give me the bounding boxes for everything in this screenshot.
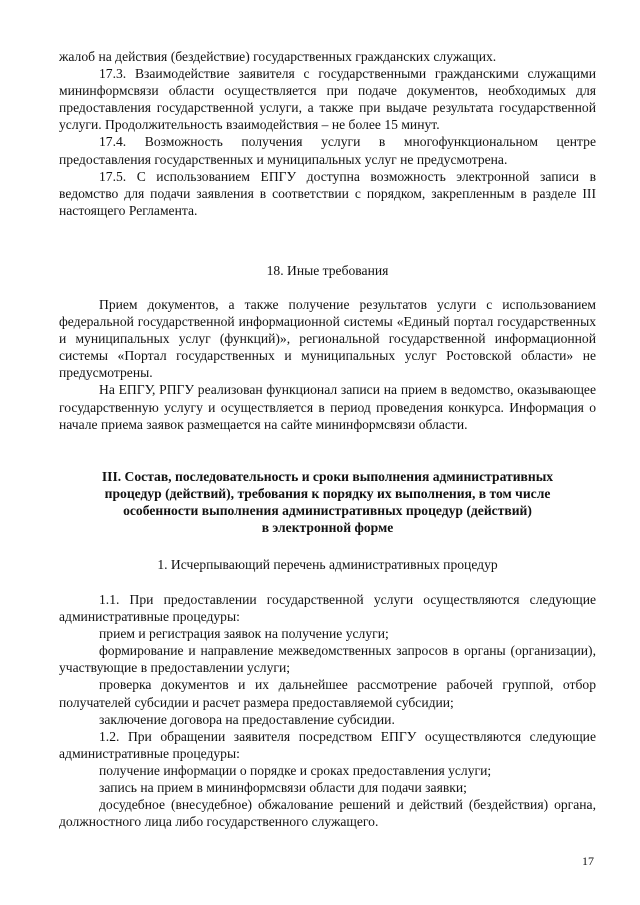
list-item: формирование и направление межведомственных запросов в органы (организации), участвующие в предоставлении услуги; [59,643,596,676]
list-item: проверка документов и их дальнейшее рассмотрение рабочей группой, отбор получателей субсидии и расчет размера предоставляемой субсидии; [59,677,596,710]
list-item: прием и регистрация заявок на получение услуги; [99,626,389,642]
section-title-line: III. Состав, последовательность и сроки выполнения административных [101,469,554,484]
heading-18: 18. Иные требования [266,263,389,278]
paragraph-18-2: На ЕПГУ, РПГУ реализован функционал записи на прием в ведомство, оказывающее государственную услугу и осуществляется в период проведения конкурса. Информация о начале приема заявок размещается на сайте мининформсвязи области. [59,382,596,432]
paragraph-18-1: Прием документов, а также получение результатов услуги с использованием федеральной государственной информационной системы «Единый портал государственных и муниципальных услуг (функций)», региональной государственной информационной системы «Портал государственных и муниципальных услуг Ростовской области» не предусмотрены. [59,297,596,381]
section-title-line: в электронной форме [261,520,394,536]
list-item: заключение договора на предоставление субсидии. [99,711,395,727]
paragraph-1-2: 1.2. При обращении заявителя посредством ЕПГУ осуществляются следующие административные процедуры: [59,728,596,761]
section-title-line: особенности выполнения административных процедур (действий) [123,503,532,519]
paragraphs-1 [59,591,596,830]
paragraph-17-2-continued: жалоб на действия (бездействие) государственных гражданских служащих. [59,49,497,64]
paragraph-17-4: 17.4. Возможность получения услуги в многофункциональном центре предоставления государственных и муниципальных услуг не предусмотрена. [59,134,596,167]
heading-1: 1. Исчерпывающий перечень административных процедур [157,557,498,572]
paragraph-1-1: 1.1. При предоставлении государственной услуги осуществляются следующие административные процедуры: [59,592,596,625]
paragraphs-18 [59,296,596,433]
list-item: запись на прием в мининформсвязи области для подачи заявки; [99,780,467,796]
list-item: получение информации о порядке и сроках предоставления услуги; [99,762,492,778]
section-iii-title [59,468,596,536]
paragraph-17-5: 17.5. С использованием ЕПГУ доступна возможность электронной записи в ведомство для подачи заявления в соответствии с порядком, закрепленным в разделе III настоящего Регламента. [59,168,596,218]
paragraphs-17 [59,48,596,219]
page-number: 17 [582,854,594,868]
paragraph-17-3: 17.3. Взаимодействие заявителя с государственными гражданскими служащими мининформсвязи области осуществляется при подаче документов, необходимых для предоставления государственной услуги, а также при выдаче результата государственной услуги. Продолжительность взаимодействия – не более 15 минут. [59,66,596,133]
section-title-line: процедур (действий), требования к порядку их выполнения, в том числе [104,486,551,502]
list-item: досудебное (внесудебное) обжалование решений и действий (бездействия) органа, должностного лица либо государственного служащего. [59,797,596,830]
